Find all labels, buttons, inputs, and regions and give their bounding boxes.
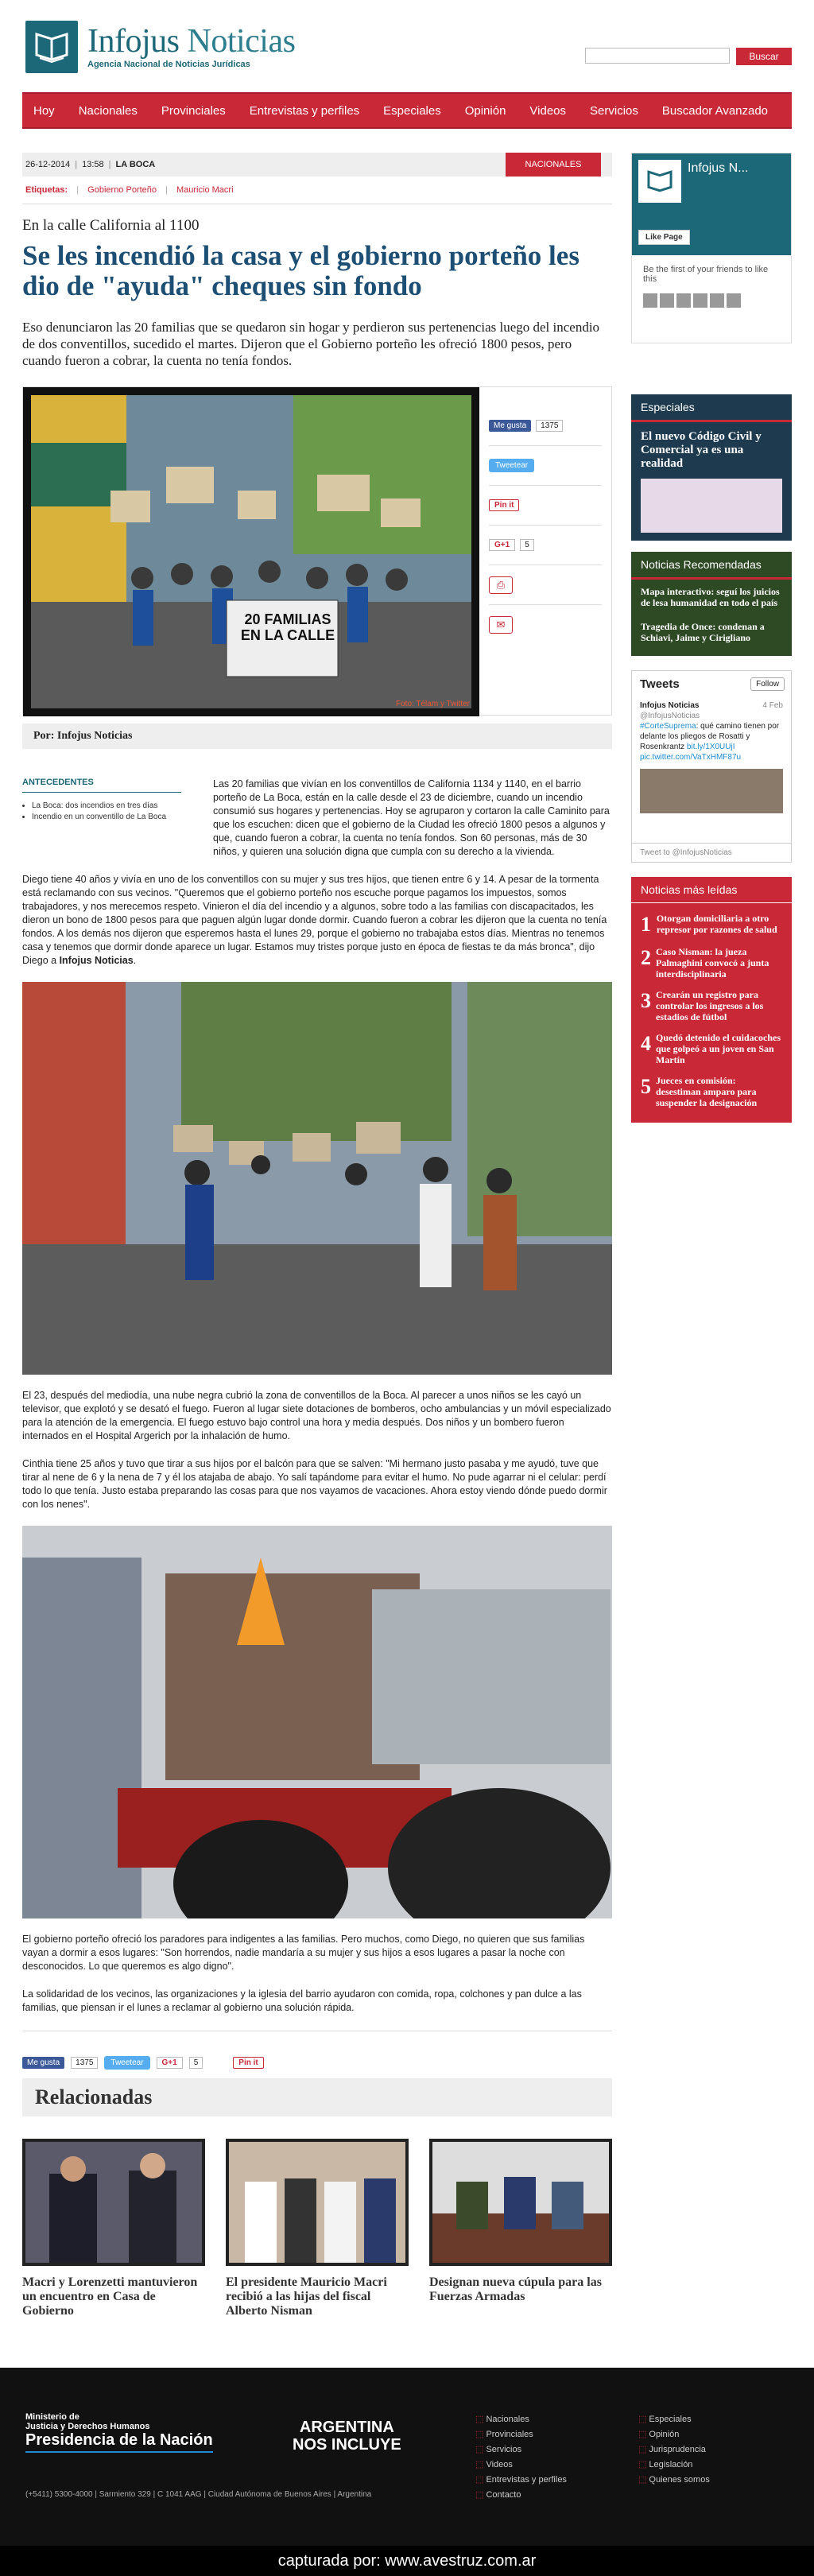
tag-link[interactable]: Gobierno Porteño — [87, 185, 157, 195]
tweet-author[interactable]: Infojus Noticias — [640, 701, 700, 710]
nav-hoy[interactable]: Hoy — [33, 103, 55, 118]
tweet-hashtag[interactable]: #CorteSuprema — [640, 722, 696, 731]
tag-link[interactable]: Mauricio Macri — [176, 185, 234, 195]
book-icon — [638, 160, 681, 203]
email-icon[interactable]: ✉ — [489, 616, 513, 634]
article-time: 13:58 — [82, 160, 104, 169]
paragraph: El gobierno porteño ofreció los paradores para indigentes a las familias. Pero muchos, como Diego, no quieren que sus familias vayan a dormir a esos lugares: "Son horrendos, nadie mandaría a su mujer y sus hijos a esos lugares a pasar la noche con desconocidos. Lo que queremos es algo digno". — [22, 1934, 585, 1972]
google-plus-button[interactable]: G+1 — [489, 539, 515, 551]
protest-photo — [22, 982, 612, 1375]
tweet-text: : qué camino tienen por delante los pliegos de Rosatti y Rosenkrantz — [640, 722, 780, 751]
footer-link[interactable]: ⬚ Opinión — [638, 2430, 679, 2439]
antecedente-link[interactable]: • Incendio en un conventillo de La Boca — [32, 812, 181, 823]
sidebar — [631, 153, 792, 2318]
tweet — [632, 697, 791, 817]
footer-links — [475, 2412, 710, 2503]
share-column — [479, 387, 611, 715]
tweets-title: Tweets — [640, 677, 680, 691]
paragraph: Diego tiene 40 años y vivía en uno de los conventillos con su mujer y sus tres hijos, que tienen entre 6 y 14. A pesar de la tormenta está reclamando con sus vecinos. "Queremos que el gobierno porteño nos escuche porque pagamos los impuestos, somos trabajadores, y nos merecemos respeto. Vinieron el día del incendio y a algunos, sobre todo a las familias con discapacitados, les dieron un bono de 1800 pesos para que paguen algún lugar donde dormir. Cuando fueron a cobrar les dijeron que la cuenta no tenía fondos. A los demás nos dijeron que esperemos hasta el lunes 29, porque el gobierno no trabajaba estos días. Mientras no tenemos casa y tenemos que dormir donde aparece un lugar. Estamos muy tristes porque justo en época de fiestas te da más bronca", dijo Diego a Infojus Noticias. — [22, 874, 607, 966]
paragraph: La solidaridad de los vecinos, las organizaciones y la iglesia del barrio ayudaron con comida, ropa, colchones y pan dulce a las familias, que piensan ir el lunes a reclamar al gobierno una solución rápida. — [22, 1988, 582, 2013]
footer-link[interactable]: ⬚ Legislación — [638, 2460, 693, 2469]
facebook-caption: Be the first of your friends to like this — [643, 265, 769, 284]
facebook-like-button[interactable]: Me gusta — [489, 420, 531, 432]
search-form — [585, 48, 792, 65]
recomendada-item[interactable]: Mapa interactivo: seguí los juicios de lesa humanidad en todo el país — [641, 586, 780, 608]
related-card[interactable] — [22, 2139, 205, 2318]
site-footer — [0, 2368, 814, 2546]
footer-link[interactable]: ⬚ Quienes somos — [638, 2475, 710, 2485]
footer-link[interactable]: ⬚ Contacto — [475, 2490, 521, 2500]
article-lead: Eso denunciaron las 20 familias que se quedaron sin hogar y perdieron sus pertenencias luego del incendio de dos conventillos, sucedido el martes. Dijeron que el Gobierno porteño les ofreció 1800 pesos, pero cuando fueron a cobrar, la cuenta no tenía fondos. — [22, 320, 600, 368]
related-card[interactable] — [429, 2139, 612, 2318]
nav-opinion[interactable]: Opinión — [464, 103, 506, 118]
paragraph: El 23, después del mediodía, una nube negra cubrió la zona de conventillos de la Boca. Al parecer a unos niños se les cayó un televisor, que explotó y se desató el fuego. Fueron al lugar siete dotaciones de bomberos, ocho ambulancias y un móvil especializado para la atención de la emergencia. El fuego estuvo bajo control una hora y media después. Dos niños y un bombero fueron internados en el Hospital Argerich por la inhalación de humo. — [22, 1390, 611, 1441]
facebook-like-page-button[interactable]: Like Page — [638, 230, 690, 245]
footer-link[interactable]: ⬚ Especiales — [638, 2415, 692, 2424]
mas-leidas-block — [631, 877, 792, 1123]
related-title[interactable]: El presidente Mauricio Macri recibió a las hijas del fiscal Alberto Nisman — [226, 2275, 387, 2318]
article-date: 26-12-2014 — [25, 160, 71, 169]
related-thumb[interactable] — [429, 2139, 612, 2266]
antecedentes-title: ANTECEDENTES — [22, 778, 181, 793]
footer-link[interactable]: ⬚ Provinciales — [475, 2430, 533, 2439]
site-header — [22, 0, 792, 92]
bottom-share-bar — [22, 2031, 612, 2078]
tags-label: Etiquetas: — [25, 185, 68, 195]
facebook-page-name[interactable]: Infojus N... — [688, 161, 749, 175]
twitter-widget — [631, 670, 792, 863]
tweet-image[interactable] — [640, 769, 783, 813]
nav-nacionales[interactable]: Nacionales — [78, 103, 138, 118]
nav-videos[interactable]: Videos — [529, 103, 567, 118]
related-card[interactable] — [226, 2139, 409, 2318]
mas-leida-item[interactable]: 2 Caso Nisman: la jueza Palmaghini convocó a junta interdisciplinaria — [641, 946, 769, 980]
related-heading: Relacionadas — [22, 2078, 612, 2116]
facebook-count: 1375 — [536, 420, 563, 432]
article-kicker: En la calle California al 1100 — [22, 217, 200, 234]
logo-subtitle: Agencia Nacional de Noticias Jurídicas — [87, 60, 250, 69]
facebook-page-widget — [631, 153, 792, 343]
related-title[interactable]: Macri y Lorenzetti mantuvieron un encuentro en Casa de Gobierno — [22, 2275, 198, 2318]
article-location: LA BOCA — [115, 160, 156, 169]
paragraph: Cinthia tiene 25 años y tuvo que tirar a sus hijos por el balcón para que se salven: "Mi hermano justo pasaba y me ayudó, tuve que tirar al nene de 6 y la nena de 7 y él los atajaba de abajo. Yo salí tapándome para evitar el humo. No pude agarrar ni el celular: perdí todo lo que tenía. Justo estaba preparando las cosas para que nos vayamos de vacaciones. Ahora estoy viendo dónde puedo dormir con los nenes". — [22, 1458, 607, 1510]
especiales-item[interactable]: El nuevo Código Civil y Comercial ya es una realidad — [641, 430, 762, 470]
tweet-to-input[interactable]: Tweet to @InfojusNoticias — [632, 843, 791, 862]
logo-name: Infojus — [87, 23, 180, 60]
related-thumb[interactable] — [22, 2139, 205, 2266]
nav-provinciales[interactable]: Provinciales — [161, 103, 226, 118]
footer-link[interactable]: ⬚ Servicios — [475, 2445, 521, 2454]
facebook-count: 1375 — [71, 2057, 98, 2069]
nav-servicios[interactable]: Servicios — [590, 103, 638, 118]
photo-credit: Foto: Télam y Twitter — [396, 700, 470, 708]
footer-link[interactable]: ⬚ Nacionales — [475, 2415, 529, 2424]
related-list — [22, 2139, 612, 2318]
google-plus-button[interactable]: G+1 — [157, 2057, 183, 2069]
especiales-image[interactable] — [641, 479, 782, 533]
recomendadas-block — [631, 552, 792, 656]
antecedente-link[interactable]: • La Boca: dos incendios en tres días — [32, 801, 181, 812]
tweet-link[interactable]: bit.ly/1X0UUjI pic.twitter.com/VaTxHMF87u — [640, 743, 742, 762]
recomendada-item[interactable]: Tragedia de Once: condenan a Schiavi, Jaime y Cirigliano — [641, 621, 765, 643]
google-plus-count: 5 — [189, 2057, 204, 2069]
facebook-like-button[interactable]: Me gusta — [22, 2057, 64, 2069]
site-logo[interactable] — [25, 21, 295, 73]
mas-leida-item[interactable]: 1 Otorgan domiciliaria a otro represor por razones de salud — [641, 913, 777, 936]
byline: Por: Infojus Noticias — [22, 724, 612, 749]
follow-button[interactable]: Follow — [750, 677, 785, 691]
tweet-handle: @InfojusNoticias — [640, 712, 700, 720]
footer-link[interactable]: ⬚ Videos — [475, 2460, 513, 2469]
argentina-logo: ARGENTINA NOS INCLUYE — [293, 2419, 401, 2454]
hero-sign-text: 20 FAMILIAS EN LA CALLE — [240, 611, 335, 643]
section-badge[interactable]: NACIONALES — [506, 153, 601, 177]
tweet-button[interactable]: Tweetear — [489, 459, 534, 472]
nav-buscador[interactable]: Buscador Avanzado — [661, 103, 769, 118]
mas-leida-item[interactable]: 5 Jueces en comisión: desestiman amparo para suspender la designación — [641, 1075, 758, 1108]
mas-leida-item[interactable]: 3 Crearán un registro para controlar los ingresos a los estadios de fútbol — [641, 989, 764, 1022]
hero-image — [23, 387, 479, 716]
fire-photo — [22, 1526, 612, 1918]
tweet-date: 4 Feb — [762, 701, 783, 710]
pinterest-button[interactable]: Pin it — [233, 2057, 263, 2069]
pinterest-button[interactable]: Pin it — [489, 499, 519, 511]
related-title[interactable]: Designan nueva cúpula para las Fuerzas Armadas — [429, 2275, 602, 2303]
footer-link[interactable]: ⬚ Jurisprudencia — [638, 2445, 706, 2454]
ministry-logo[interactable]: Ministerio de Justicia y Derechos Humanos Presidencia de la Nación — [25, 2412, 213, 2453]
tweet-button[interactable]: Tweetear — [104, 2056, 149, 2070]
book-icon — [25, 21, 78, 73]
footer-address: (+5411) 5300-4000 | Sarmiento 329 | C 1041 AAG | Ciudad Autónoma de Buenos Aires | Argentina — [25, 2490, 372, 2499]
paragraph: Las 20 familias que vivían en los conventillos de California 1134 y 1140, en el barrio porteño de La Boca, están en la calle desde el 23 de diciembre, cuando un incendio consumió sus hogares y pertenencias. Hoy se agruparon y cortaron la calle Caminito para que los escuchen: dicen que el gobierno de la Ciudad les ofreció 1800 pesos a algunos y que, cuando fueron a cobrar, la cuenta no tenía fondos. Son 60 personas, más de 30 niños, y quieren una solución digna que cumpla con su derecho a la vivienda. — [213, 778, 610, 857]
article-title: Se les incendió la casa y el gobierno porteño les dio de "ayuda" cheques sin fondo — [22, 240, 579, 301]
especiales-block — [631, 394, 792, 541]
search-button[interactable]: Buscar — [736, 48, 792, 65]
logo-name-2: Noticias — [187, 23, 296, 60]
search-input[interactable] — [585, 48, 730, 64]
nav-entrevistas[interactable]: Entrevistas y perfiles — [249, 103, 360, 118]
mas-leida-item[interactable]: 4 Quedó detenido el cuidacoches que golpeó a un joven en San Martín — [641, 1032, 781, 1065]
capture-credit: capturada por: www.avestruz.com.ar — [0, 2546, 814, 2576]
footer-link[interactable]: ⬚ Entrevistas y perfiles — [475, 2475, 567, 2485]
related-thumb[interactable] — [226, 2139, 409, 2266]
article-tags: Etiquetas: | Gobierno Porteño | Mauricio Macri — [22, 177, 612, 204]
article-meta: 26-12-2014 | 13:58 | LA BOCA NACIONALES — [22, 153, 612, 177]
article — [22, 153, 612, 2318]
antecedentes-box — [22, 778, 181, 859]
friend-avatars — [632, 293, 791, 308]
main-nav — [22, 92, 792, 129]
print-icon[interactable]: ⎙ — [489, 576, 513, 594]
nav-especiales[interactable]: Especiales — [383, 103, 441, 118]
especiales-title: Especiales — [631, 394, 792, 422]
recomendadas-title: Noticias Recomendadas — [631, 552, 792, 580]
google-plus-count: 5 — [520, 539, 534, 551]
mas-leidas-title: Noticias más leídas — [631, 877, 792, 903]
